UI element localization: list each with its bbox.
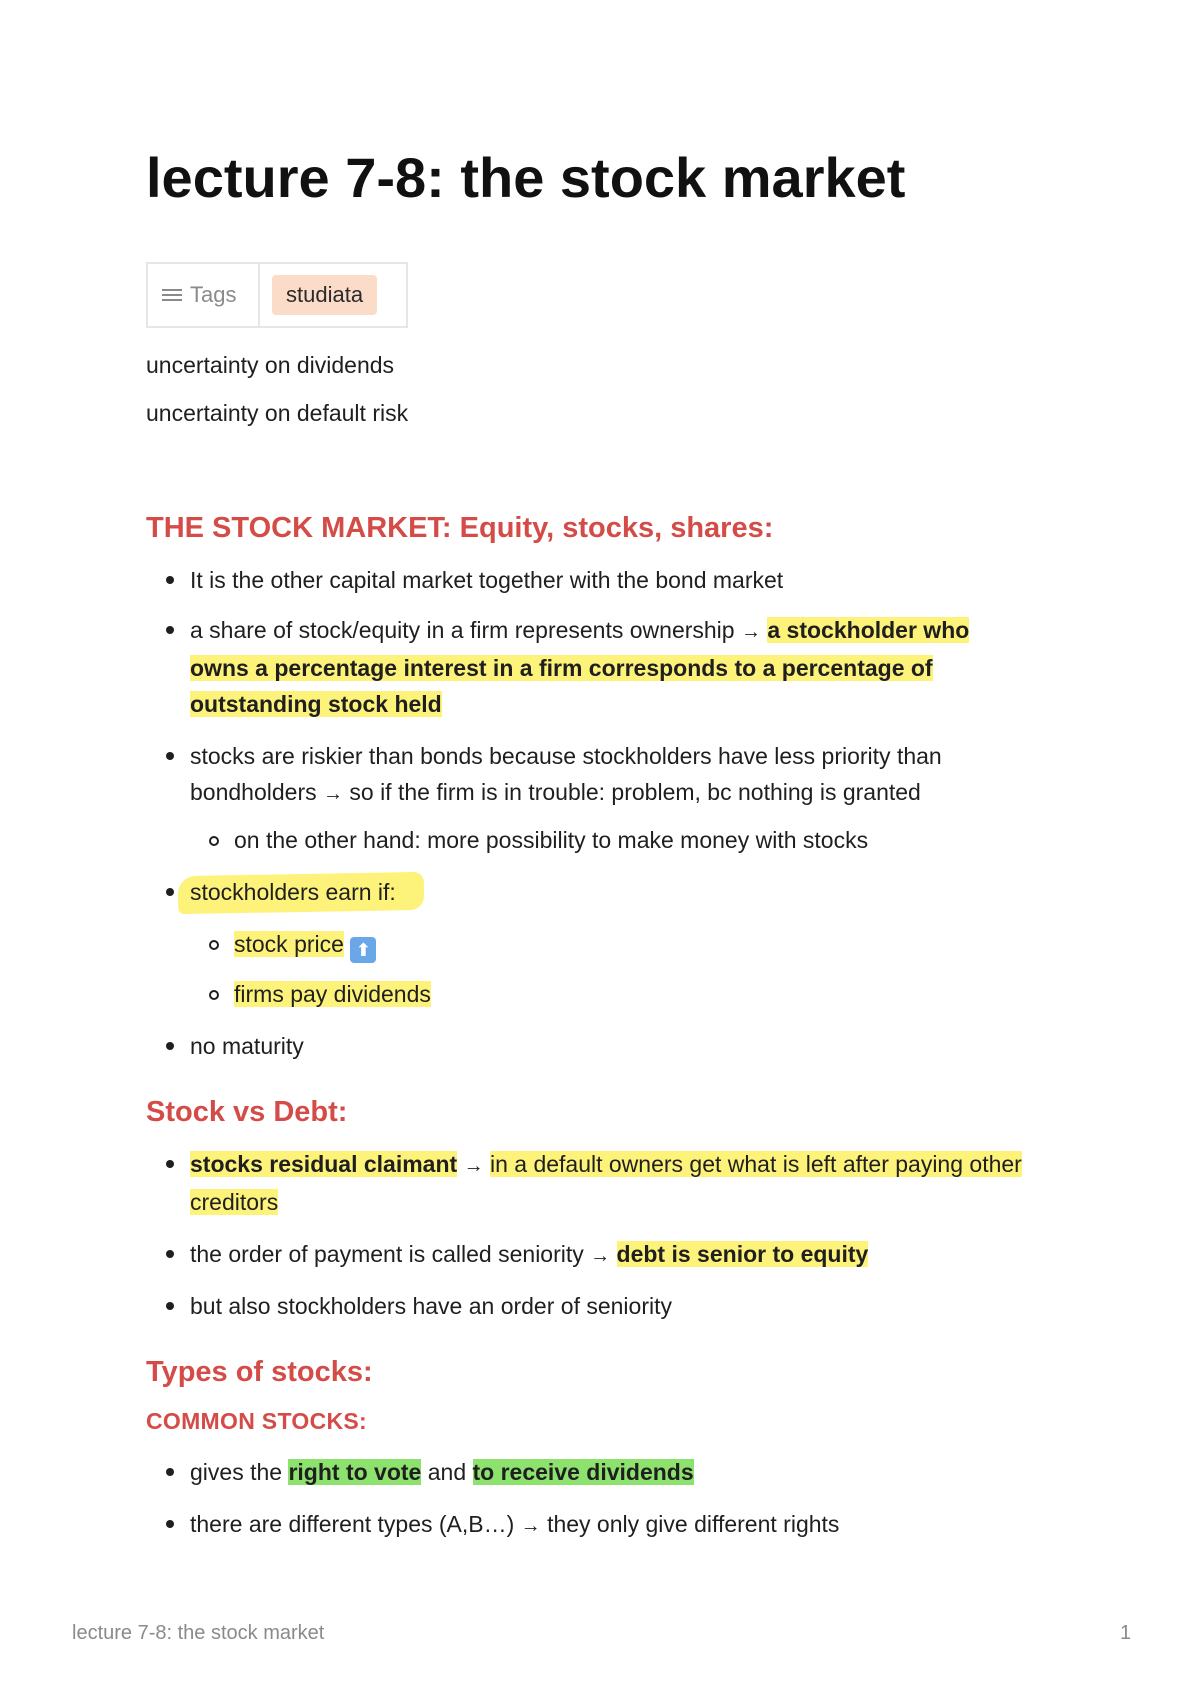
highlight: a stockholder who owns a percentage interest in a firm corresponds to a percentage of outstanding stock held [190,617,970,717]
tags-property-key [148,264,260,326]
list-item: but also stockholders have an order of seniority [190,1288,1030,1324]
list-item [234,926,1074,963]
bullet [166,1520,174,1528]
arrow-icon: → [740,621,761,643]
highlight: debt is senior to equity [616,1241,869,1267]
highlight: in a default owners get what is left after paying other creditors [190,1151,1022,1215]
list-item: no maturity [190,1028,1030,1064]
bullet [209,990,219,1000]
section-heading-types-of-stocks: Types of stocks: [146,1356,373,1388]
bullet [166,626,174,634]
list-item: stockholders earn if: [190,874,1030,910]
subheading-common-stocks: COMMON STOCKS: [146,1408,367,1434]
list-item: there are different types (A,B…) → they only give different rights [190,1506,1030,1544]
list-item [234,976,1074,1012]
bullet [166,1160,174,1168]
footer-title: lecture 7-8: the stock market [72,1622,325,1644]
arrow-icon: → [520,1515,541,1537]
intro-line-1: uncertainty on dividends [146,352,395,378]
bullet [166,1250,174,1258]
arrow-icon: → [463,1155,484,1177]
tag-badge[interactable]: studiata [272,275,377,315]
list-item: a share of stock/equity in a firm represents ownership → a stockholder who owns a percentage interest in a firm corresponds to a percentage of outstanding stock held [190,612,1030,722]
list-item: on the other hand: more possibility to make money with stocks [234,822,1074,858]
bullet [209,940,219,950]
highlight: stock price [234,931,344,957]
arrow-icon: → [323,783,343,805]
bullet [166,1468,174,1476]
bullet [166,1042,174,1050]
list-item: stocks are riskier than bonds because stockholders have less priority than bondholders → so if the firm is in trouble: problem, bc nothing is granted [190,738,1030,812]
highlight: right to vote [288,1459,422,1485]
up-arrow-icon: ⬆ [350,937,376,963]
intro-line-2: uncertainty on default risk [146,400,409,426]
section-heading-stock-vs-debt: Stock vs Debt: [146,1096,348,1128]
list-item: It is the other capital market together with the bond market [190,562,1030,598]
bullet [166,752,174,760]
tags-label: Tags [190,282,237,307]
section-heading-stock-market: THE STOCK MARKET: Equity, stocks, shares: [146,512,774,544]
bullet [166,1302,174,1310]
page-number: 1 [1120,1622,1132,1644]
tags-property-value[interactable] [260,264,406,326]
list-icon [162,288,182,302]
highlight: firms pay dividends [234,981,431,1007]
bullet [209,836,219,846]
bullet [166,888,174,896]
list-item: the order of payment is called seniority → debt is senior to equity [190,1236,1030,1274]
list-item: gives the right to vote and to receive dividends [190,1454,1030,1490]
highlight: stocks residual claimant [190,1151,458,1177]
bullet [166,576,174,584]
page-title: lecture 7-8: the stock market [146,146,906,209]
highlight: to receive dividends [472,1459,694,1485]
arrow-icon: → [590,1245,611,1267]
properties-table [146,262,408,328]
list-item [190,1146,1030,1220]
